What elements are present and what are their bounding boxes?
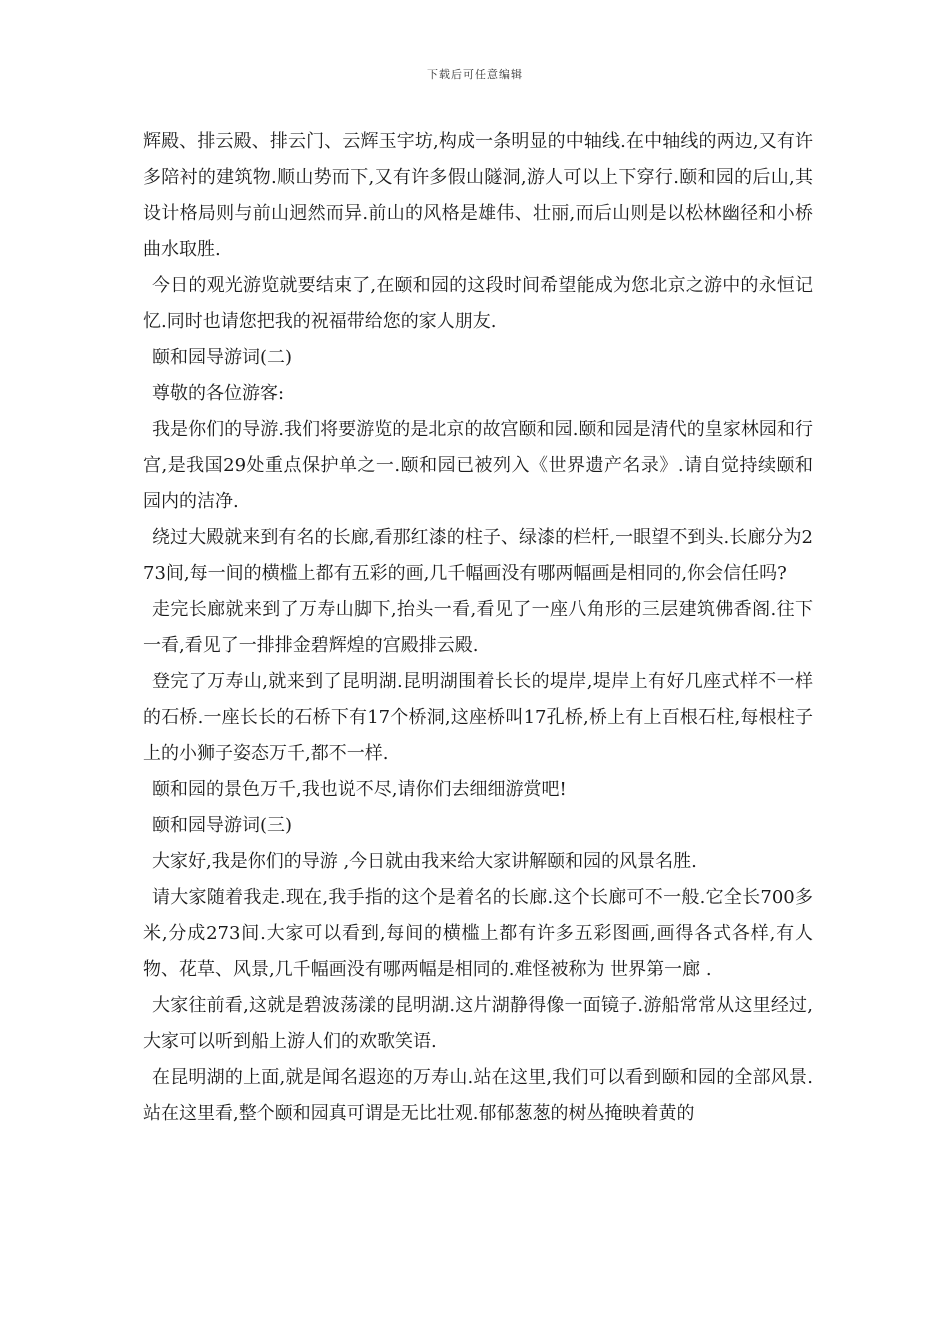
paragraph-13: 大家往前看,这就是碧波荡漾的昆明湖.这片湖静得像一面镜子.游船常常从这里经过,大家可以听到船上游人们的欢歌笑语. bbox=[143, 995, 813, 1052]
paragraph-1: 辉殿、排云殿、排云门、云辉玉宇坊,构成一条明显的中轴线.在中轴线的两边,又有许多陪衬的建筑物.顺山势而下,又有许多假山隧洞,游人可以上下穿行.颐和园的后山,其设计格局则与前山迥然而异.前山的风格是雄伟、壮丽,而后山则是以松林幽径和小桥曲水取胜. bbox=[143, 131, 813, 260]
paragraph-12: 请大家随着我走.现在,我手指的这个是着名的长廊.这个长廊可不一般.它全长700多米,分成273间.大家可以看到,每间的横槛上都有许多五彩图画,画得各式各样,有人物、花草、风景,几千幅画没有哪两幅是相同的.难怪被称为 世界第一廊 . bbox=[143, 887, 813, 980]
section-heading-2: 颐和园导游词(二) bbox=[152, 347, 293, 368]
document-body bbox=[143, 124, 813, 1132]
paragraph-7: 走完长廊就来到了万寿山脚下,抬头一看,看见了一座八角形的三层建筑佛香阁.往下一看,看见了一排排金碧辉煌的宫殿排云殿. bbox=[143, 599, 813, 656]
greeting-line: 尊敬的各位游客: bbox=[152, 383, 285, 404]
paragraph-11: 大家好,我是你们的导游 ,今日就由我来给大家讲解颐和园的风景名胜. bbox=[152, 851, 697, 872]
page-header-note: 下载后可任意编辑 bbox=[427, 68, 523, 81]
section-heading-3: 颐和园导游词(三) bbox=[152, 815, 293, 836]
paragraph-5: 我是你们的导游.我们将要游览的是北京的故宫颐和园.颐和园是清代的皇家林园和行宫,是我国29处重点保护单之一.颐和园已被列入《世界遗产名录》.请自觉持续颐和园内的洁净. bbox=[143, 419, 813, 512]
paragraph-14: 在昆明湖的上面,就是闻名遐迩的万寿山.站在这里,我们可以看到颐和园的全部风景.站在这里看,整个颐和园真可谓是无比壮观.郁郁葱葱的树丛掩映着黄的 bbox=[143, 1067, 813, 1124]
paragraph-2: 今日的观光游览就要结束了,在颐和园的这段时间希望能成为您北京之游中的永恒记忆.同时也请您把我的祝福带给您的家人朋友. bbox=[143, 275, 813, 332]
paragraph-8: 登完了万寿山,就来到了昆明湖.昆明湖围着长长的堤岸,堤岸上有好几座式样不一样的石桥.一座长长的石桥下有17个桥洞,这座桥叫17孔桥,桥上有上百根石柱,每根柱子上的小狮子姿态万千,都不一样. bbox=[143, 671, 813, 764]
paragraph-6: 绕过大殿就来到有名的长廊,看那红漆的柱子、绿漆的栏杆,一眼望不到头.长廊分为273间,每一间的横槛上都有五彩的画,几千幅画没有哪两幅画是相同的,你会信任吗? bbox=[143, 527, 813, 584]
paragraph-9: 颐和园的景色万千,我也说不尽,请你们去细细游赏吧! bbox=[152, 779, 567, 800]
